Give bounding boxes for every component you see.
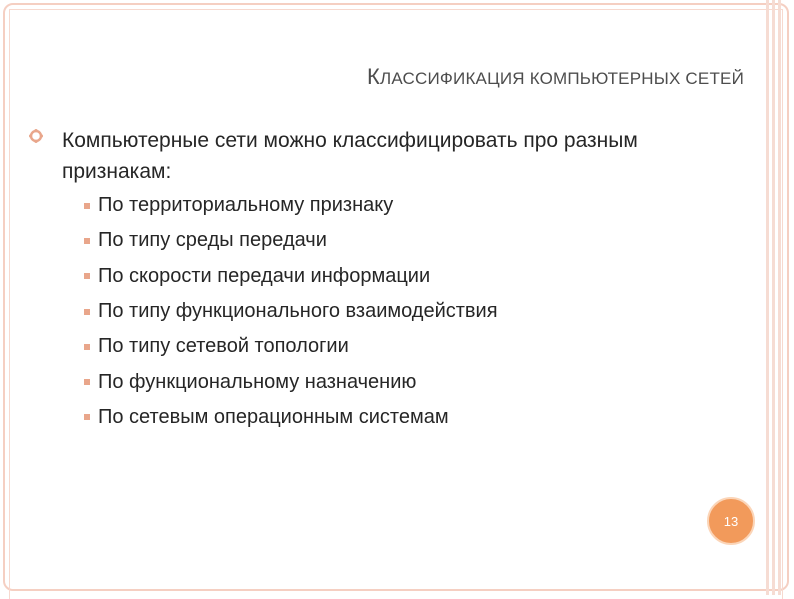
list-item-label: По функциональному назначению: [98, 370, 417, 393]
square-bullet-icon: [84, 379, 90, 385]
decor-stripe: [766, 0, 769, 595]
square-bullet-icon: [84, 414, 90, 420]
list-item: [84, 294, 498, 329]
slide-title: [367, 64, 744, 90]
classification-list: [84, 188, 498, 435]
list-item: [84, 188, 498, 223]
list-item: [84, 223, 498, 258]
list-item: [84, 259, 498, 294]
list-item: [84, 364, 498, 399]
decor-stripe: [772, 0, 775, 595]
page-number: 13: [723, 513, 739, 529]
square-bullet-icon: [84, 238, 90, 244]
intro-text: Компьютерные сети можно классифицировать про разным признакам:: [62, 129, 638, 183]
square-bullet-icon: [84, 203, 90, 209]
square-bullet-icon: [84, 344, 90, 350]
slide-title-rest: ЛАССИФИКАЦИЯ КОМПЬЮТЕРНЫХ СЕТЕЙ: [380, 69, 744, 88]
list-item-label: По сетевым операционным системам: [98, 405, 449, 428]
list-item: [84, 400, 498, 435]
list-item-label: По территориальному признаку: [98, 194, 394, 217]
list-item: [84, 329, 498, 364]
list-item-label: По типу среды передачи: [98, 229, 327, 252]
square-bullet-icon: [84, 273, 90, 279]
list-item-label: По типу сетевой топологии: [98, 335, 349, 358]
list-item-label: По типу функционального взаимодействия: [98, 300, 498, 323]
slide-title-first-letter: К: [367, 64, 381, 89]
bullet-icon: [29, 129, 43, 143]
list-item-label: По скорости передачи информации: [98, 264, 431, 287]
square-bullet-icon: [84, 309, 90, 315]
page-number-badge: [707, 497, 755, 545]
decor-stripe: [778, 0, 781, 595]
